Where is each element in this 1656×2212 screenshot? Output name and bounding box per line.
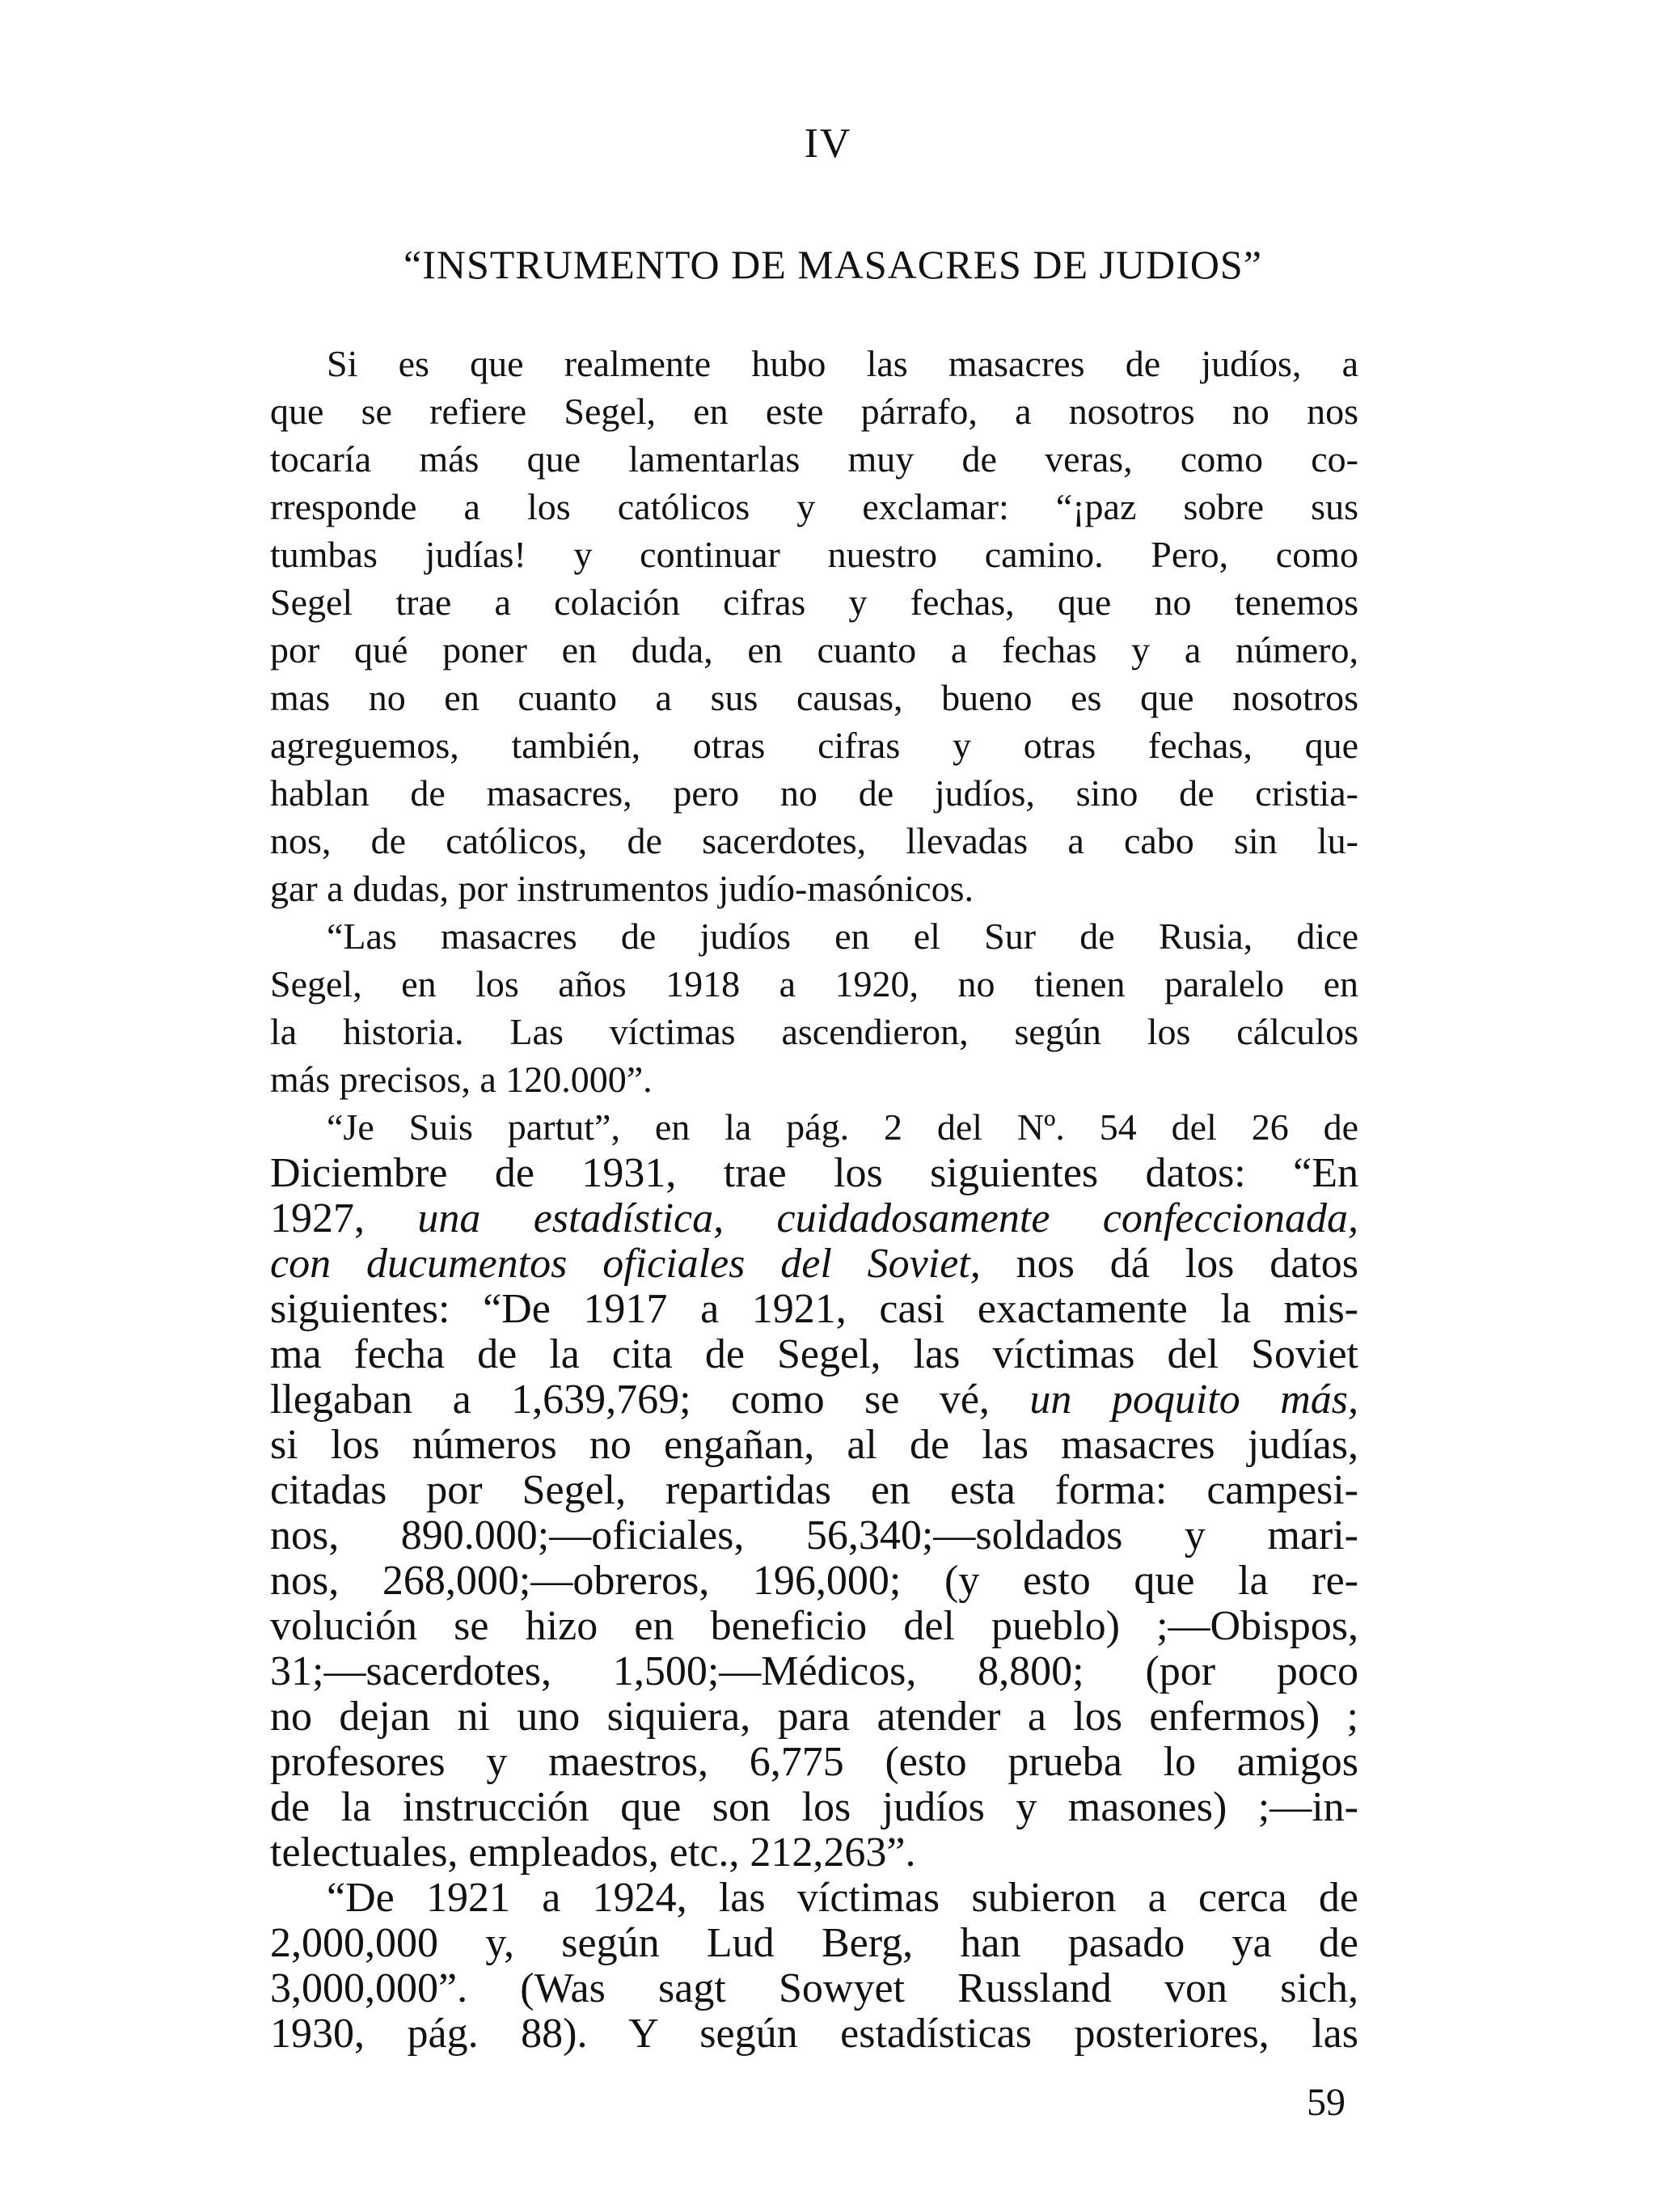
page-number: 59	[1307, 2081, 1346, 2124]
text-line: volución se hizo en beneficio del pueblo) ;—Obispos,	[270, 1604, 1358, 1649]
text-line: “Je Suis partut”, en la pág. 2 del Nº. 54 del 26 de	[327, 1106, 1358, 1148]
text-line: agreguemos, también, otras cifras y otras fechas, que	[270, 725, 1358, 766]
chapter-number: IV	[804, 121, 852, 167]
text-line: 1930, pág. 88). Y según estadísticas posteriores, las	[270, 2011, 1358, 2057]
text-line: más precisos, a 120.000”.	[270, 1059, 653, 1100]
text-line: tumbas judías! y continuar nuestro camino. Pero, como	[270, 534, 1358, 575]
text-line-start: 1927,	[270, 1196, 418, 1241]
chapter-title: “INSTRUMENTO DE MASACRES DE JUDIOS”	[403, 242, 1262, 287]
text-line: de la instrucción que son los judíos y masones) ;—in-	[270, 1785, 1358, 1830]
text-line-end: nos dá los datos	[980, 1241, 1358, 1287]
text-line: Segel, en los años 1918 a 1920, no tienen paralelo en	[270, 963, 1358, 1004]
text-line: por qué poner en duda, en cuanto a fechas y a número,	[270, 629, 1358, 670]
text-line: si los números no engañan, al de las masacres judías,	[270, 1423, 1358, 1468]
text-line: mas no en cuanto a sus causas, bueno es que nosotros	[270, 677, 1358, 718]
text-line: Segel trae a colación cifras y fechas, que no tenemos	[270, 582, 1358, 623]
text-line: gar a dudas, por instrumentos judío-masónicos.	[270, 868, 974, 909]
text-line: ma fecha de la cita de Segel, las víctimas del Soviet	[270, 1332, 1358, 1377]
text-line: 2,000,000 y, según Lud Berg, han pasado ya de	[270, 1921, 1358, 1966]
text-line: rresponde a los católicos y exclamar: “¡paz sobre sus	[270, 486, 1358, 527]
text-line: nos, 890.000;—oficiales, 56,340;—soldados y mari-	[270, 1513, 1358, 1559]
text-line: citadas por Segel, repartidas en esta forma: campesi-	[270, 1468, 1358, 1513]
text-line: la historia. Las víctimas ascendieron, según los cálculos	[270, 1011, 1358, 1052]
text-line: profesores y maestros, 6,775 (esto prueba lo amigos	[270, 1740, 1358, 1785]
text-line: “Las masacres de judíos en el Sur de Rusia, dice	[327, 916, 1358, 957]
text-line	[270, 1377, 1358, 1423]
text-line: no dejan ni uno siquiera, para atender a los enfermos) ;	[270, 1694, 1358, 1740]
text-line: tocaría más que lamentarlas muy de veras, como co-	[270, 438, 1358, 480]
italic-text: una estadística, cuidadosamente confeccionada,	[417, 1196, 1358, 1241]
text-line: telectuales, empleados, etc., 212,263”.	[270, 1830, 916, 1876]
body-text	[270, 340, 1358, 2057]
text-line: “De 1921 a 1924, las víctimas subieron a cerca de	[327, 1876, 1358, 1921]
text-line: que se refiere Segel, en este párrafo, a nosotros no nos	[270, 391, 1358, 432]
text-line	[270, 1196, 1358, 1241]
text-line	[270, 1241, 1358, 1287]
italic-text: un poquito más,	[1029, 1377, 1358, 1423]
text-line: nos, de católicos, de sacerdotes, llevadas a cabo sin lu-	[270, 820, 1358, 861]
text-line: Diciembre de 1931, trae los siguientes datos: “En	[270, 1151, 1358, 1196]
text-line: Si es que realmente hubo las masacres de judíos, a	[327, 343, 1358, 384]
text-line-start: llegaban a 1,639,769; como se vé,	[270, 1377, 1030, 1423]
text-line: nos, 268,000;—obreros, 196,000; (y esto que la re-	[270, 1559, 1358, 1604]
text-line: 3,000,000”. (Was sagt Sowyet Russland von sich,	[270, 1966, 1358, 2011]
italic-text: con ducumentos oficiales del Soviet,	[270, 1241, 981, 1287]
text-line: 31;—sacerdotes, 1,500;—Médicos, 8,800; (por poco	[270, 1649, 1358, 1694]
text-line: siguientes: “De 1917 a 1921, casi exactamente la mis-	[270, 1287, 1358, 1332]
text-line: hablan de masacres, pero no de judíos, sino de cristia-	[270, 772, 1358, 814]
